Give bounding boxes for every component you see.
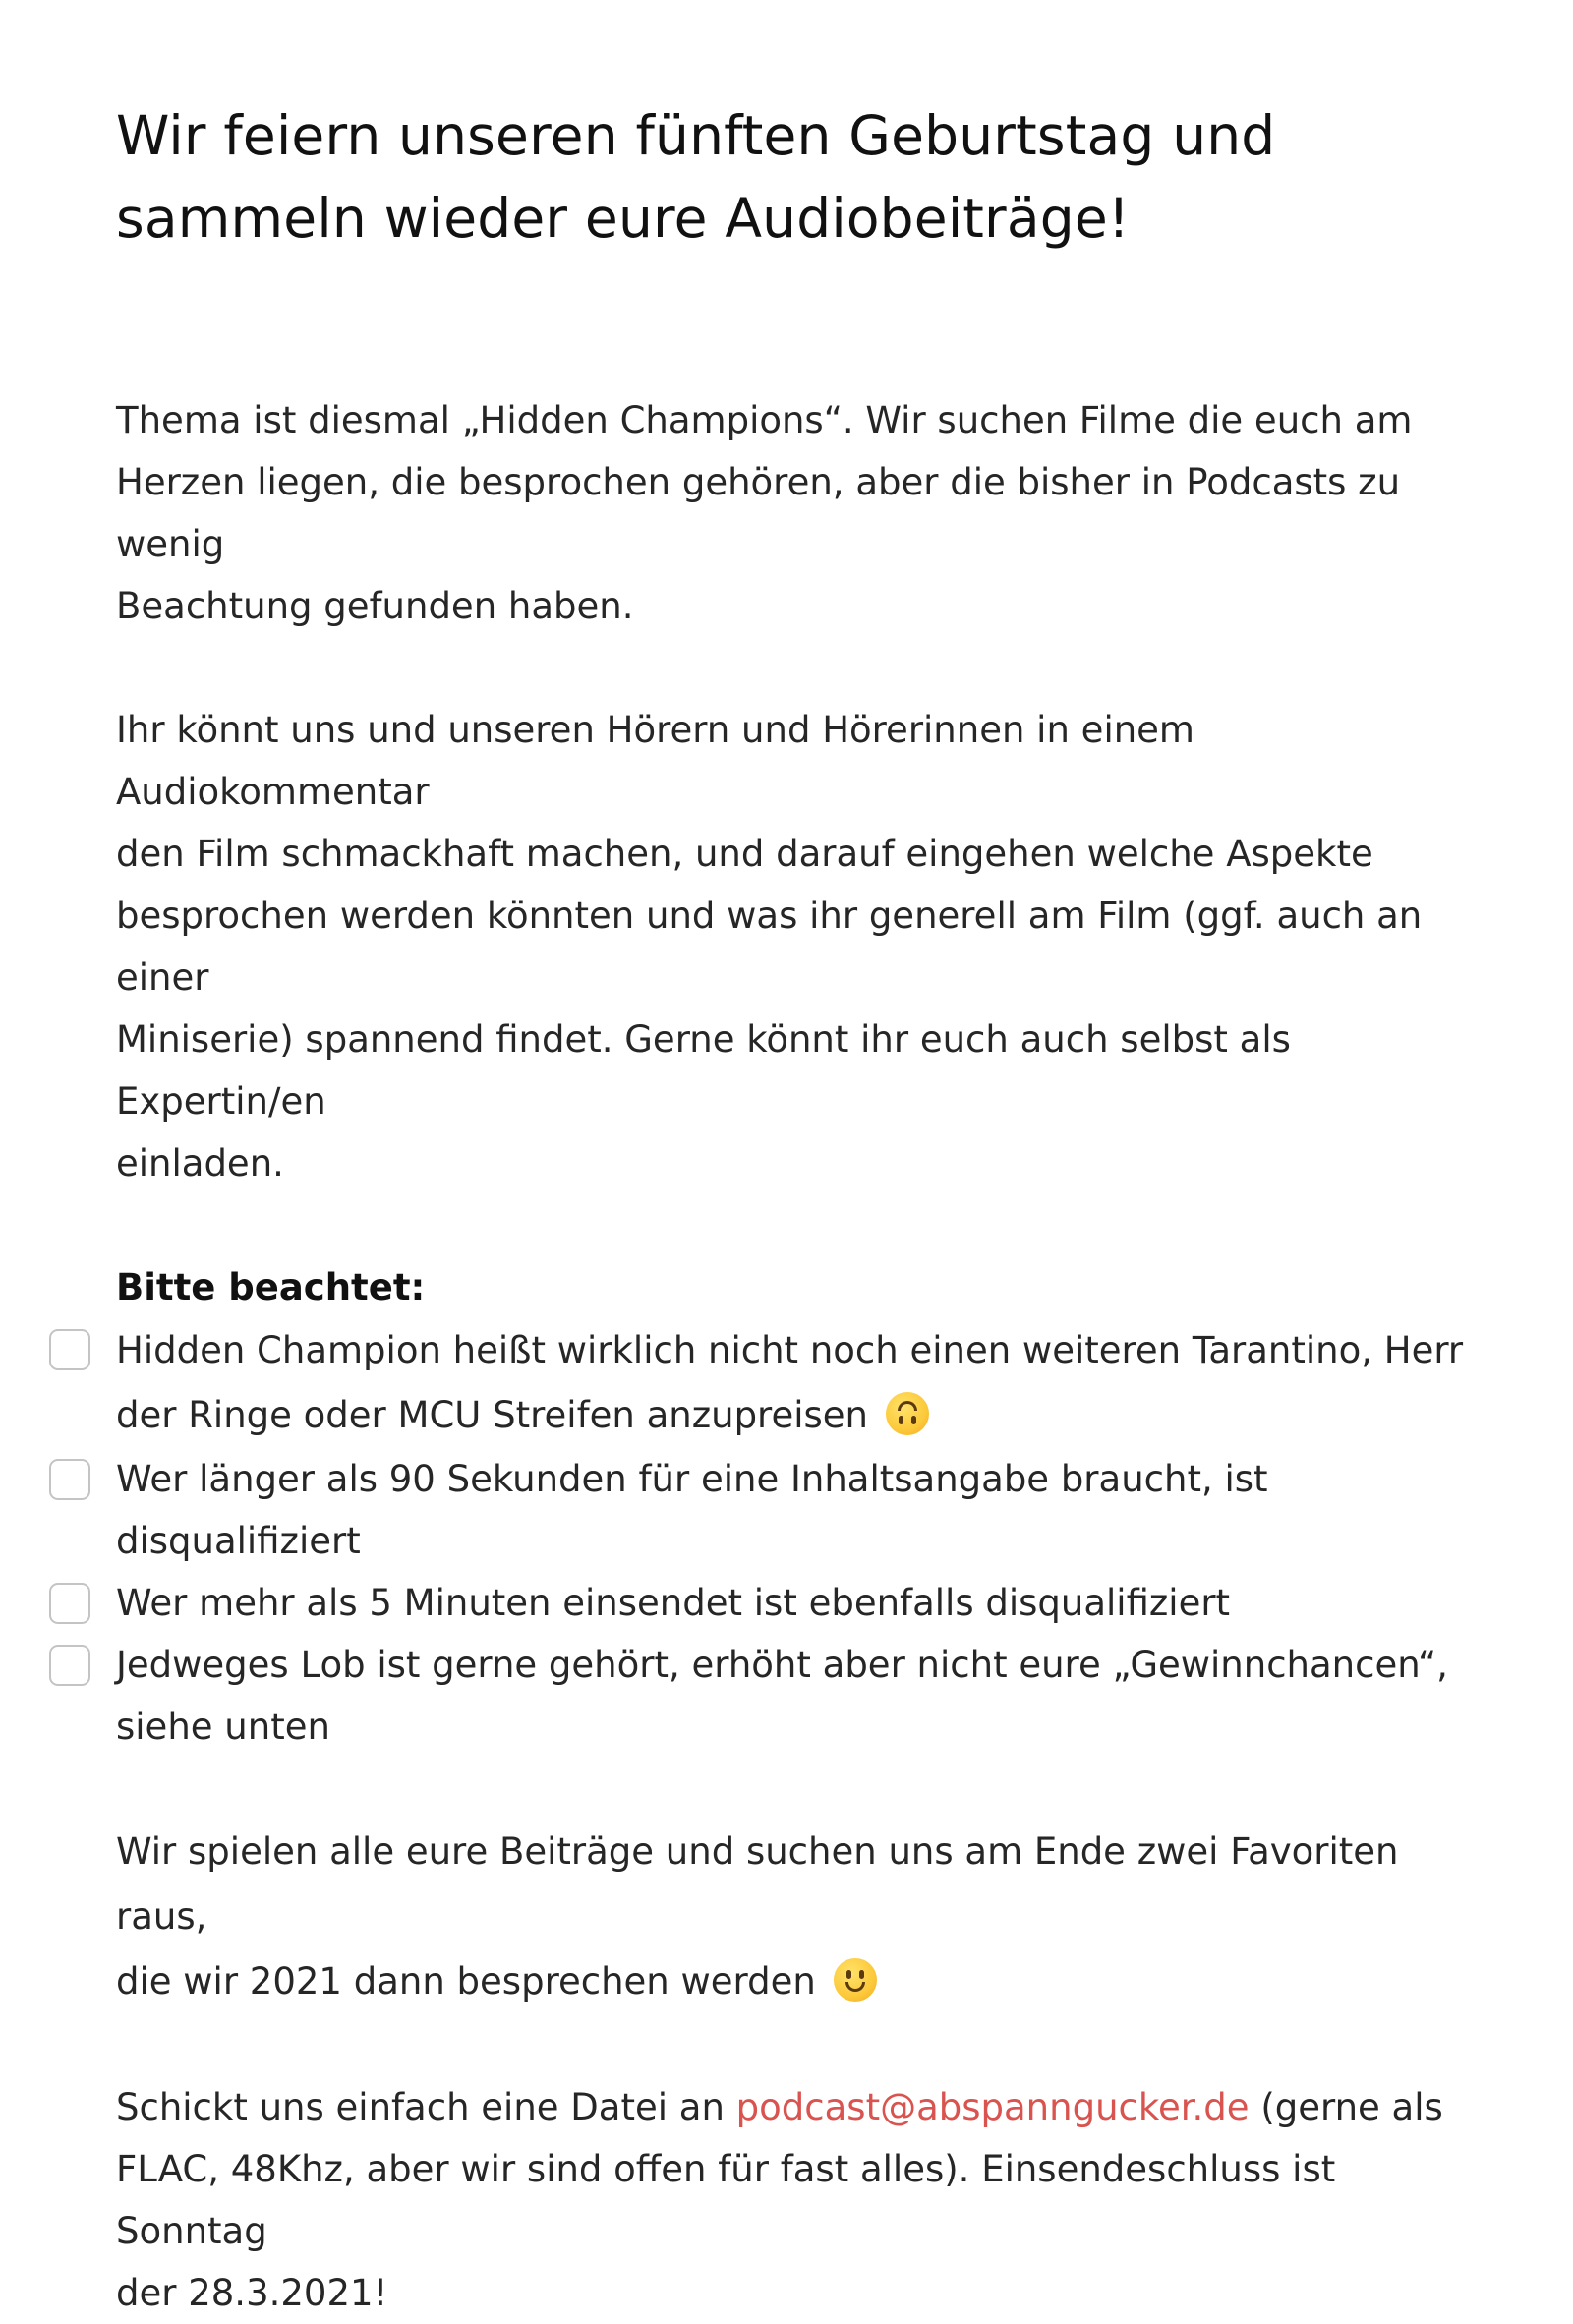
checklist-item-text: der Ringe oder MCU Streifen anzupreisen bbox=[116, 1394, 868, 1436]
checklist-checkbox[interactable] bbox=[49, 1645, 90, 1686]
checklist-item bbox=[116, 1572, 1492, 1634]
checklist-item-text: Hidden Champion heißt wirklich nicht noch einen weiteren Tarantino, Herr bbox=[116, 1329, 1464, 1371]
submission-paragraph bbox=[116, 2076, 1492, 2324]
paragraph-text: Schickt uns einfach eine Datei an bbox=[116, 2086, 736, 2128]
checklist-checkbox[interactable] bbox=[49, 1329, 90, 1370]
checklist-item-text: Wer länger als 90 Sekunden für eine Inhaltsangabe braucht, ist disqualifiziert bbox=[116, 1458, 1268, 1562]
upside-down-face-icon bbox=[886, 1392, 929, 1435]
paragraph-line: Ihr könnt uns und unseren Hörern und Hörerinnen in einem Audiokommentar bbox=[116, 709, 1194, 813]
intro-line: Thema ist diesmal „Hidden Champions“. Wir suchen Filme die euch am bbox=[116, 399, 1413, 441]
checklist-item bbox=[116, 1448, 1492, 1572]
checklist-checkbox[interactable] bbox=[49, 1459, 90, 1500]
paragraph-line: Miniserie) spannend findet. Gerne könnt ihr euch auch selbst als Expertin/en bbox=[116, 1018, 1291, 1123]
title-line-1: Wir feiern unseren fünften Geburtstag und bbox=[116, 104, 1276, 167]
favorites-paragraph bbox=[116, 1820, 1492, 2014]
paragraph-line: einladen. bbox=[116, 1142, 284, 1185]
paragraph-line: Wir spielen alle eure Beiträge und suchen uns am Ende zwei Favoriten raus, bbox=[116, 1830, 1399, 1938]
checklist-item-text: Jedweges Lob ist gerne gehört, erhöht aber nicht eure „Gewinnchancen“, bbox=[116, 1644, 1448, 1686]
paragraph-line: den Film schmackhaft machen, und darauf eingehen welche Aspekte bbox=[116, 833, 1373, 875]
paragraph-text: (gerne als bbox=[1249, 2086, 1443, 2128]
checklist-item-text: Wer mehr als 5 Minuten einsendet ist ebenfalls disqualifiziert bbox=[116, 1582, 1231, 1624]
page-title bbox=[116, 94, 1492, 260]
deadline-text: der 28.3.2021! bbox=[116, 2272, 388, 2314]
intro-line: Herzen liegen, die besprochen gehören, aber die bisher in Podcasts zu wenig bbox=[116, 461, 1401, 565]
paragraph-line: besprochen werden könnten und was ihr generell am Film (ggf. auch an einer bbox=[116, 895, 1423, 999]
paragraph-line: FLAC, 48Khz, aber wir sind offen für fast alles). Einsendeschluss ist Sonntag bbox=[116, 2148, 1336, 2252]
intro-paragraph bbox=[116, 389, 1492, 637]
audio-commentary-paragraph bbox=[116, 699, 1492, 1194]
slightly-smiling-face-icon bbox=[834, 1958, 877, 2002]
note-page bbox=[116, 94, 1492, 2324]
checklist-item bbox=[116, 1318, 1492, 1448]
notice-checklist bbox=[116, 1318, 1492, 1758]
email-link[interactable]: podcast@abspanngucker.de bbox=[735, 2086, 1250, 2128]
checklist-item bbox=[116, 1634, 1492, 1758]
checklist-item-text: siehe unten bbox=[116, 1706, 330, 1748]
paragraph-line: die wir 2021 dann besprechen werden bbox=[116, 1960, 816, 2003]
notice-heading: Bitte beachtet: bbox=[116, 1266, 426, 1308]
checklist-checkbox[interactable] bbox=[49, 1583, 90, 1624]
intro-line: Beachtung gefunden haben. bbox=[116, 585, 634, 627]
title-line-2: sammeln wieder eure Audiobeiträge! bbox=[116, 187, 1131, 250]
